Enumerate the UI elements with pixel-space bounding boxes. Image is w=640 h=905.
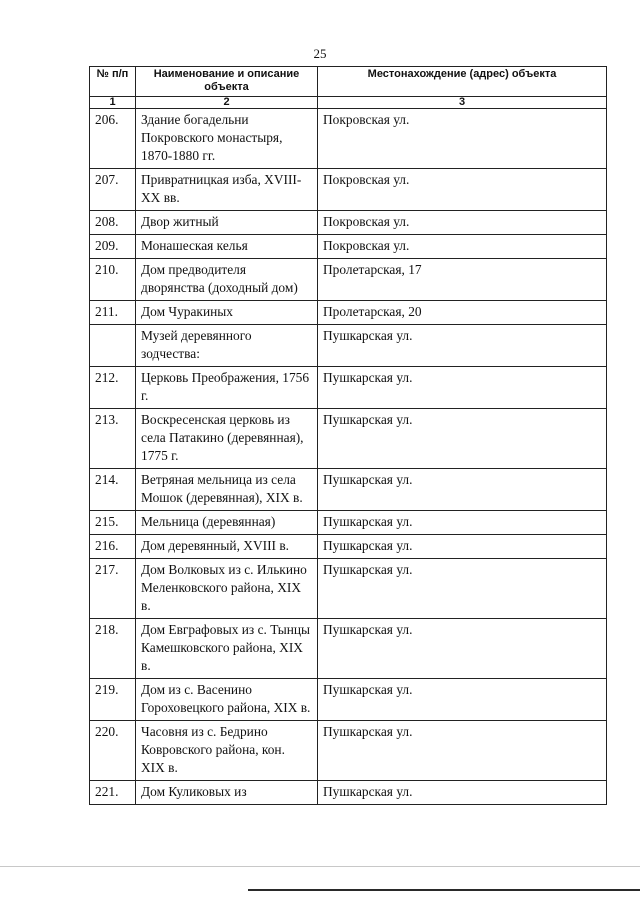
cell-name: Ветряная мельница из села Мошок (деревянная), XIX в. <box>136 469 318 511</box>
cell-address: Покровская ул. <box>318 109 607 169</box>
table-row <box>90 259 607 301</box>
table-body <box>90 109 607 805</box>
table-row <box>90 535 607 559</box>
table-row <box>90 721 607 781</box>
table-row <box>90 301 607 325</box>
cell-number: 220. <box>90 721 136 781</box>
cell-name: Воскресенская церковь из села Патакино (деревянная), 1775 г. <box>136 409 318 469</box>
header-number: № п/п <box>90 67 136 97</box>
table-row <box>90 559 607 619</box>
cell-address: Покровская ул. <box>318 211 607 235</box>
table-row <box>90 109 607 169</box>
cell-number: 207. <box>90 169 136 211</box>
cell-name: Церковь Преображения, 1756 г. <box>136 367 318 409</box>
cell-name: Часовня из с. Бедрино Ковровского района, кон. XIX в. <box>136 721 318 781</box>
cell-number: 218. <box>90 619 136 679</box>
table-row <box>90 409 607 469</box>
cell-name: Дом деревянный, XVIII в. <box>136 535 318 559</box>
scan-edge-line <box>0 866 640 867</box>
cell-address: Пушкарская ул. <box>318 469 607 511</box>
table-row <box>90 619 607 679</box>
cell-address: Пушкарская ул. <box>318 535 607 559</box>
cell-number: 219. <box>90 679 136 721</box>
cell-address: Пушкарская ул. <box>318 559 607 619</box>
cell-number: 214. <box>90 469 136 511</box>
cell-number: 209. <box>90 235 136 259</box>
cell-number: 212. <box>90 367 136 409</box>
header-address: Местонахождение (адрес) объекта <box>318 67 607 97</box>
cell-address: Пушкарская ул. <box>318 721 607 781</box>
scan-edge-bar <box>248 889 640 891</box>
cell-address: Пушкарская ул. <box>318 511 607 535</box>
cell-number: 216. <box>90 535 136 559</box>
cell-name: Дом Куликовых из <box>136 781 318 805</box>
column-number-3: 3 <box>318 97 607 109</box>
cell-name: Дом предводителя дворянства (доходный дом) <box>136 259 318 301</box>
cell-address: Пролетарская, 17 <box>318 259 607 301</box>
cell-number: 211. <box>90 301 136 325</box>
cell-name: Привратницкая изба, XVIII-XX вв. <box>136 169 318 211</box>
cell-address: Пушкарская ул. <box>318 781 607 805</box>
cell-number: 213. <box>90 409 136 469</box>
cell-name: Дом Чуракиных <box>136 301 318 325</box>
cell-address: Покровская ул. <box>318 235 607 259</box>
table-row <box>90 211 607 235</box>
column-number-2: 2 <box>136 97 318 109</box>
cell-number: 221. <box>90 781 136 805</box>
cell-name: Музей деревянного зодчества: <box>136 325 318 367</box>
cell-address: Пушкарская ул. <box>318 367 607 409</box>
cell-number: 215. <box>90 511 136 535</box>
monuments-table <box>89 66 607 805</box>
table-row <box>90 679 607 721</box>
table-header-row <box>90 67 607 97</box>
cell-address: Пушкарская ул. <box>318 409 607 469</box>
table-row <box>90 781 607 805</box>
cell-address: Покровская ул. <box>318 169 607 211</box>
cell-address: Пушкарская ул. <box>318 325 607 367</box>
table-row <box>90 511 607 535</box>
cell-name: Дом из с. Васенино Гороховецкого района, XIX в. <box>136 679 318 721</box>
table-row <box>90 367 607 409</box>
cell-address: Пушкарская ул. <box>318 679 607 721</box>
cell-number <box>90 325 136 367</box>
page-number: 25 <box>313 46 327 61</box>
cell-number: 206. <box>90 109 136 169</box>
cell-name: Мельница (деревянная) <box>136 511 318 535</box>
cell-address: Пролетарская, 20 <box>318 301 607 325</box>
table-row <box>90 169 607 211</box>
column-number-1: 1 <box>90 97 136 109</box>
header-name: Наименование и описание объекта <box>136 67 318 97</box>
table-row <box>90 325 607 367</box>
cell-name: Двор житный <box>136 211 318 235</box>
cell-name: Здание богадельни Покровского монастыря, 1870-1880 гг. <box>136 109 318 169</box>
cell-address: Пушкарская ул. <box>318 619 607 679</box>
cell-name: Дом Волковых из с. Илькино Меленковского района, XIX в. <box>136 559 318 619</box>
cell-name: Монашеская келья <box>136 235 318 259</box>
cell-number: 217. <box>90 559 136 619</box>
cell-number: 210. <box>90 259 136 301</box>
table-row <box>90 469 607 511</box>
cell-number: 208. <box>90 211 136 235</box>
column-number-row <box>90 97 607 109</box>
table-row <box>90 235 607 259</box>
cell-name: Дом Евграфовых из с. Тынцы Камешковского района, XIX в. <box>136 619 318 679</box>
